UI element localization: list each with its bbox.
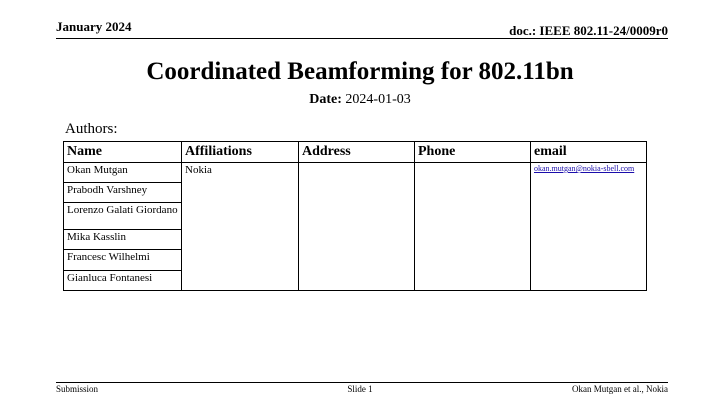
date-value: 2024-01-03 <box>345 92 411 107</box>
author-name: Prabodh Varshney <box>64 183 182 203</box>
footer-authors: Okan Mutgan et al., Nokia <box>572 384 668 394</box>
author-address <box>299 163 415 291</box>
authors-label: Authors: <box>65 121 118 137</box>
header-date: January 2024 <box>56 19 132 34</box>
header-divider <box>56 38 668 39</box>
date-label: Date: <box>309 92 342 107</box>
footer-slide-number: Slide 1 <box>347 384 373 394</box>
footer-divider <box>56 382 668 383</box>
author-name: Gianluca Fontanesi <box>64 271 182 291</box>
date-line <box>0 92 720 108</box>
footer-submission: Submission <box>56 384 99 394</box>
table-row <box>64 163 647 183</box>
author-email-link[interactable]: okan.mutgan@nokia-sbell.com <box>534 164 635 173</box>
column-header-name: Name <box>64 142 182 163</box>
column-header-address: Address <box>299 142 415 163</box>
author-email-cell <box>531 163 647 291</box>
author-name: Francesc Wilhelmi <box>64 250 182 271</box>
column-header-email: email <box>531 142 647 163</box>
author-phone <box>415 163 531 291</box>
table-header-row <box>64 142 647 163</box>
column-header-phone: Phone <box>415 142 531 163</box>
author-affiliation: Nokia <box>182 163 299 291</box>
column-header-affiliations: Affiliations <box>182 142 299 163</box>
slide-title: Coordinated Beamforming for 802.11bn <box>146 58 574 85</box>
author-name: Lorenzo Galati Giordano <box>64 203 182 230</box>
author-name: Okan Mutgan <box>64 163 182 183</box>
authors-table <box>63 141 647 291</box>
header-doc-id: doc.: IEEE 802.11-24/0009r0 <box>509 23 668 38</box>
author-name: Mika Kasslin <box>64 230 182 250</box>
